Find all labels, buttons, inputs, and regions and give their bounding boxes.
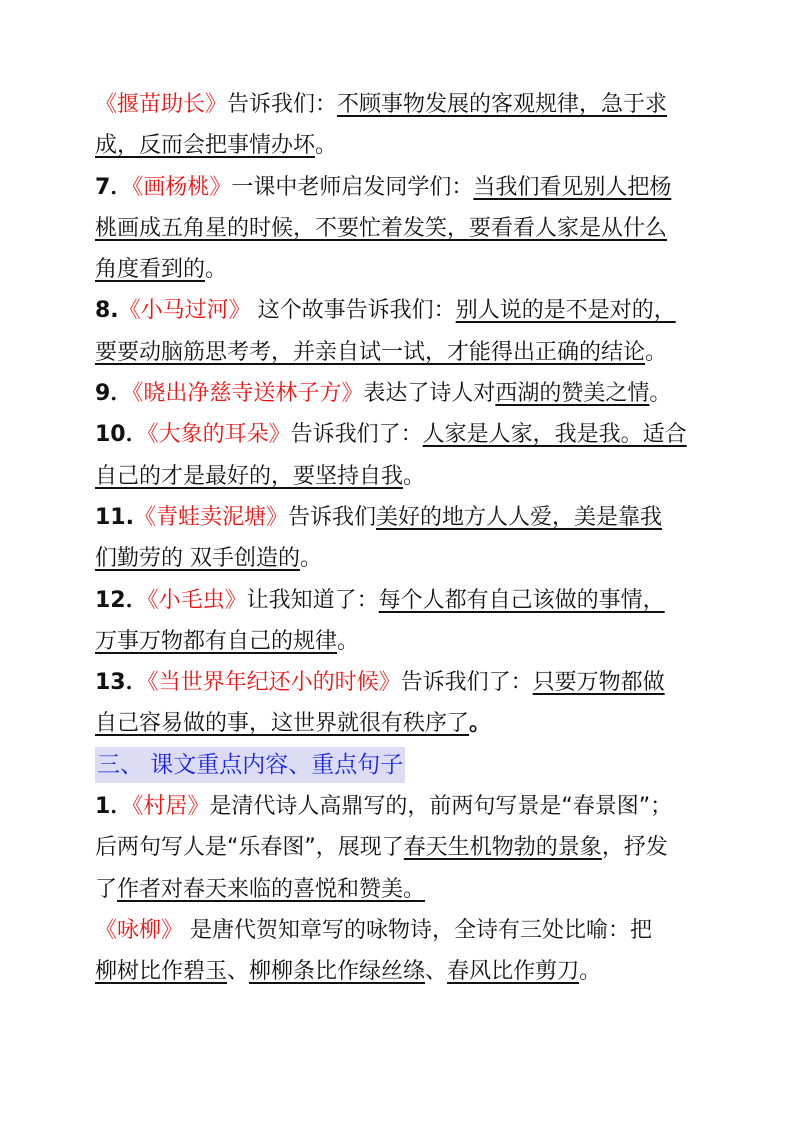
text-line bbox=[95, 786, 701, 827]
lesson-title: 《小毛虫》 bbox=[147, 587, 247, 613]
document-page bbox=[95, 84, 701, 993]
lesson-title: 《小马过河》 bbox=[118, 298, 251, 324]
text-line bbox=[95, 827, 701, 868]
body-text: 告诉我们了： bbox=[290, 422, 423, 448]
body-text: 让我知道了： bbox=[246, 587, 379, 613]
text-line bbox=[95, 290, 701, 331]
key-point-underlined: 美好的地方人人爱，美是靠我 bbox=[376, 504, 663, 530]
item-number: 7． bbox=[95, 174, 133, 200]
key-point-underlined: 春风比作剪刀 bbox=[447, 959, 580, 985]
lesson-title: 《当世界年纪还小的时候》 bbox=[147, 670, 401, 696]
key-point-underlined: 要要动脑筋思考考，并亲自试一试，才能得出正确的结论 bbox=[95, 339, 646, 365]
key-point-underlined: 别人说的是不是对的， bbox=[455, 298, 676, 324]
item-number: 11. bbox=[95, 504, 134, 530]
lesson-title: 《揠苗助长》 bbox=[95, 92, 228, 117]
key-point-underlined: 作者对春天来临的喜悦和赞美。 bbox=[117, 876, 426, 902]
key-point-underlined: 只要万物都做 bbox=[532, 670, 665, 696]
text-line bbox=[95, 662, 701, 703]
body-text: 告诉我们了： bbox=[400, 670, 533, 696]
key-point-underlined: 柳树比作碧玉 bbox=[95, 959, 228, 985]
key-point-underlined: 当我们看见别人把杨 bbox=[473, 174, 672, 200]
key-point-underlined: 自己容易做的事，这世界就很有秩序了 bbox=[95, 711, 470, 737]
body-text: 、 bbox=[425, 959, 448, 985]
body-text: 了 bbox=[95, 876, 118, 902]
key-point-underlined: 人家是人家，我是我。适合 bbox=[422, 422, 687, 448]
text-line bbox=[95, 84, 701, 125]
key-point-underlined: 柳柳条比作绿丝绦 bbox=[249, 959, 426, 985]
text-line bbox=[95, 910, 701, 951]
lesson-title: 《画杨桃》 bbox=[132, 174, 232, 200]
key-point-underlined: 万事万物都有自己的规律 bbox=[95, 628, 338, 654]
lesson-title: 《晓出净慈寺送林子方》 bbox=[132, 381, 364, 407]
body-text: 。 bbox=[300, 546, 323, 572]
lesson-title: 《大象的耳朵》 bbox=[147, 422, 291, 448]
text-line bbox=[95, 703, 701, 744]
lesson-title: 《村居》 bbox=[132, 794, 210, 820]
body-text: 是清代诗人高鼎写的，前两句写景是“春景图”； bbox=[209, 794, 673, 820]
text-line bbox=[95, 621, 701, 662]
body-text: 。 bbox=[579, 959, 602, 985]
body-text: 是唐代贺知章写的咏物诗，全诗有三处比喻：把 bbox=[183, 917, 653, 943]
body-text: 。 bbox=[403, 463, 426, 489]
item-number: 9． bbox=[95, 381, 133, 407]
key-point-underlined: 桃画成五角星的时候，不要忙着发笑，要看看人家是从什么 bbox=[95, 215, 668, 241]
text-line bbox=[95, 580, 701, 621]
item-number: 13． bbox=[95, 670, 148, 696]
item-number: 12． bbox=[95, 587, 148, 613]
text-line bbox=[95, 167, 701, 208]
item-number: 8. bbox=[95, 298, 119, 324]
item-number: 。 bbox=[469, 711, 492, 737]
body-text: 。 bbox=[315, 133, 338, 159]
body-text: 一课中老师启发同学们： bbox=[231, 174, 474, 200]
text-line bbox=[95, 249, 701, 290]
lesson-title: 《咏柳》 bbox=[95, 917, 184, 943]
key-point-underlined: 成，反而会把事情办坏 bbox=[95, 133, 316, 159]
text-line bbox=[95, 414, 701, 455]
text-line bbox=[95, 125, 701, 166]
text-line bbox=[95, 456, 701, 497]
heading-text: 三、 课文重点内容、重点句子 bbox=[95, 747, 405, 783]
key-point-underlined: 春天生机物勃的景象 bbox=[403, 835, 602, 861]
body-text: 。 bbox=[205, 257, 228, 283]
key-point-underlined: 西湖的赞美之情 bbox=[495, 381, 650, 407]
text-line bbox=[95, 869, 701, 910]
body-text: 、 bbox=[227, 959, 250, 985]
text-line bbox=[95, 538, 701, 579]
item-number: 1． bbox=[95, 794, 133, 820]
item-number: 10． bbox=[95, 422, 148, 448]
body-text: 。 bbox=[645, 339, 668, 365]
body-text: ，抒发 bbox=[601, 835, 668, 861]
key-point-underlined: 们勤劳的 双手创造的 bbox=[95, 546, 300, 572]
key-point-underlined: 自己的才是最好的，要坚持自我 bbox=[95, 463, 404, 489]
body-text: 后两句写人是“乐春图”，展现了 bbox=[95, 835, 404, 861]
body-text: 告诉我们： bbox=[227, 92, 338, 117]
body-text: 表达了诗人对 bbox=[363, 381, 496, 407]
text-line bbox=[95, 332, 701, 373]
body-text: 。 bbox=[337, 628, 360, 654]
text-line bbox=[95, 951, 701, 992]
text-line bbox=[95, 497, 701, 538]
body-text: 告诉我们 bbox=[288, 504, 377, 530]
lesson-title: 《青蛙卖泥塘》 bbox=[133, 504, 288, 530]
body-text: 这个故事告诉我们： bbox=[250, 298, 456, 324]
text-line bbox=[95, 208, 701, 249]
text-line bbox=[95, 373, 701, 414]
key-point-underlined: 每个人都有自己该做的事情， bbox=[378, 587, 665, 613]
section-heading bbox=[95, 745, 701, 786]
key-point-underlined: 角度看到的 bbox=[95, 257, 206, 283]
body-text: 。 bbox=[649, 381, 672, 407]
key-point-underlined: 不顾事物发展的客观规律，急于求 bbox=[337, 92, 668, 117]
